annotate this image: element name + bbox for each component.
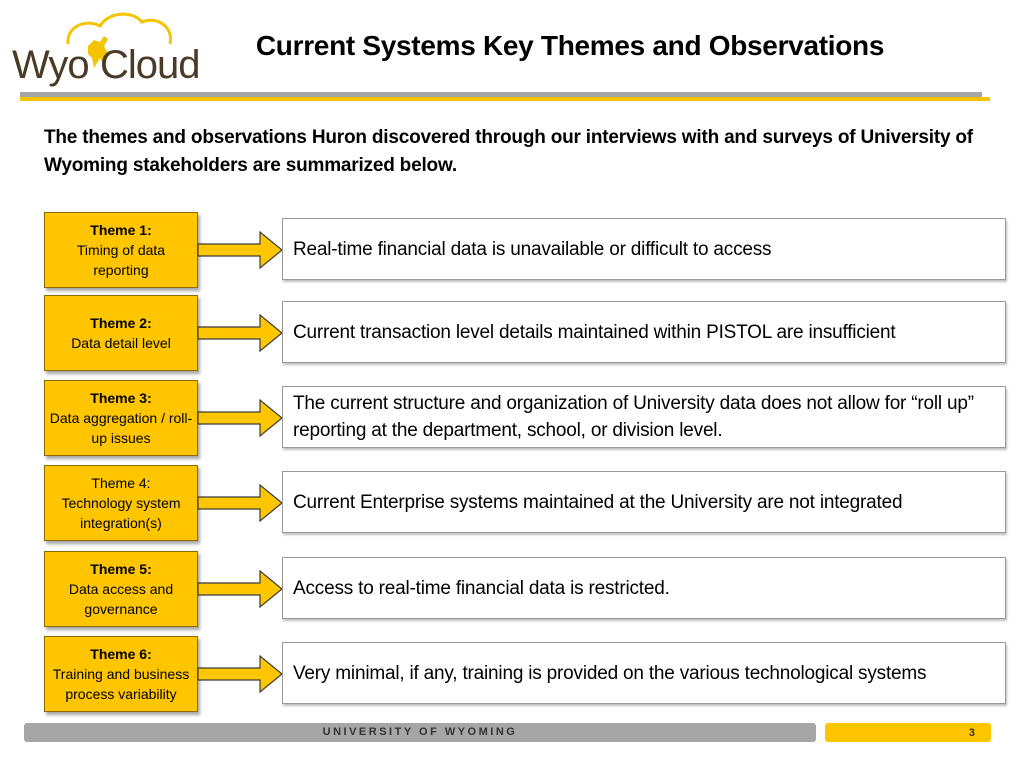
footer-label: UNIVERSITY OF WYOMING (322, 726, 518, 738)
observation-box-2: Current transaction level details maintained within PISTOL are insufficient (282, 301, 1006, 363)
theme-row-3 (44, 380, 1006, 458)
theme-name: Theme 3: (90, 390, 152, 406)
page-number: 3 (968, 727, 975, 739)
logo-text-wyo: Wyo (12, 43, 89, 87)
arrow-right-icon (198, 654, 284, 694)
theme-name: Theme 5: (90, 561, 152, 577)
theme-desc: Data aggregation / roll-up issues (49, 410, 193, 446)
arrow-right-icon (198, 230, 284, 270)
theme-desc: Timing of data reporting (76, 242, 166, 278)
theme-box-6 (44, 636, 198, 712)
theme-row-2 (44, 295, 1006, 373)
theme-desc: Technology system integration(s) (61, 495, 181, 531)
intro-text: The themes and observations Huron discovered through our interviews with and surveys of University of Wyoming stakeholders are summarized below. (44, 127, 973, 176)
theme-box-1 (44, 212, 198, 288)
theme-row-6 (44, 636, 1006, 714)
theme-box-3 (44, 380, 198, 456)
wyocloud-logo (8, 6, 200, 90)
arrow-right-icon (198, 398, 284, 438)
theme-desc: Training and business process variability (52, 666, 190, 702)
page-title: Current Systems Key Themes and Observations (255, 30, 885, 61)
logo-text-cloud: Cloud (100, 43, 200, 87)
theme-name: Theme 4: (91, 475, 151, 491)
arrow-right-icon (198, 313, 284, 353)
observation-box-3: The current structure and organization of University data does not allow for “roll up” reporting at the department, school, or division level. (282, 386, 1006, 448)
theme-box-5 (44, 551, 198, 627)
theme-box-4 (44, 465, 198, 541)
observation-box-1: Real-time financial data is unavailable or difficult to access (282, 218, 1006, 280)
theme-name: Theme 1: (90, 222, 152, 238)
observation-box-4: Current Enterprise systems maintained at the University are not integrated (282, 471, 1006, 533)
theme-row-1 (44, 212, 1006, 290)
theme-desc: Data access and governance (68, 581, 174, 617)
theme-row-5 (44, 551, 1006, 629)
arrow-right-icon (198, 483, 284, 523)
observation-box-6: Very minimal, if any, training is provided on the various technological systems (282, 642, 1006, 704)
theme-desc: Data detail level (71, 335, 171, 351)
theme-box-2 (44, 295, 198, 371)
arrow-right-icon (198, 569, 284, 609)
header-divider-gold (20, 97, 990, 101)
theme-name: Theme 6: (90, 646, 152, 662)
theme-name: Theme 2: (90, 315, 152, 331)
observation-box-5: Access to real-time financial data is restricted. (282, 557, 1006, 619)
theme-row-4 (44, 465, 1006, 543)
